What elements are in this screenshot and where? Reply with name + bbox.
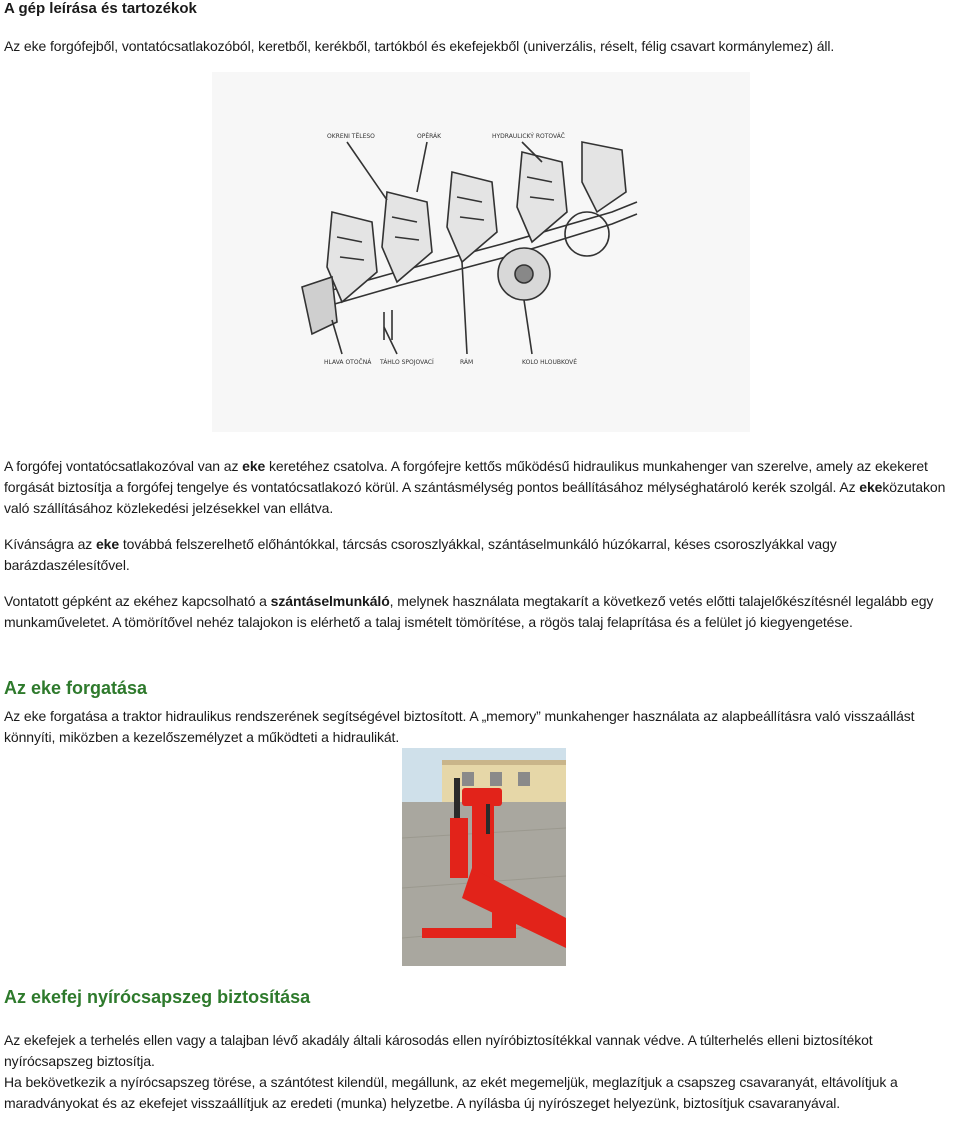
label-depth-wheel: KOLO HLOUBKOVÉ [522,359,578,366]
label-support: OPĚRÁK [417,133,442,140]
plow-body-3 [447,172,497,262]
text-run: Kívánságra az [4,536,96,552]
plow-photo-image [402,748,566,966]
plow-diagram-figure [212,72,750,432]
keyword-eke: eke [859,479,883,495]
heading-rotation: Az eke forgatása [4,678,148,698]
heading-shear-bolt: Az ekefej nyírócsapszeg biztosítása [4,987,311,1007]
description-paragraph-3 [4,591,956,633]
plow-photo [402,748,566,966]
keyword-eke: eke [96,536,120,552]
text-run: A forgófej vontatócsatlakozóval van az [4,458,243,474]
label-plow-body: OKRENI TËLESO [327,133,375,140]
rotation-paragraph: Az eke forgatása a traktor hidraulikus rendszerének segítségével biztosított. A „memory” munkahenger használata az alapbeállításra való visszaállást könnyíti, miközben a kezelőszemélyzet a működteti a hidraulikát. [4,708,915,745]
label-headstock: HLAVA OTOČNÁ [324,359,372,366]
text-run: , melynek használata megtakarít a következő vetés előtti talajelőkészítésnél legalább egy munkaműveletet. A tömörítővel nehéz talajokon is elérhető a talaj ismételt tömörítése, a rögös talaj felaprítása és a felület jó kiegyengetése. [4,593,934,630]
text-run: közutakon való szállításához közlekedési jelzésekkel van ellátva. [4,479,946,516]
text-run: keretéhez csatolva. A forgófejre kettős működésű hidraulikus munkahenger van szerelve, amely az ekekeret forgását biztosítja a forgófej tengelye és vontatócsatlakozó körül. A szántásmélység pontos beállításához mélységhatároló kerék szolgál. Az [4,458,928,495]
headstock [302,277,337,334]
text-run: továbbá felszerelhető előhántókkal, tárcsás csoroszlyákkal, szántáselmunkáló húzókarral, késes csoroszlyákkal vagy barázdaszélesítővel. [4,536,837,573]
text-run: Vontatott gépként az ekéhez kapcsolható a [4,593,271,609]
description-paragraph-2 [4,534,956,576]
keyword-eke: eke [242,458,266,474]
plow-diagram [212,72,750,432]
plow-body-1 [327,212,377,302]
plow-body-2 [382,192,432,282]
plow-body-5 [582,142,626,212]
plow-body-4 [517,152,567,242]
intro-paragraph: Az eke forgófejből, vontatócsatlakozóból, keretből, kerékből, tartókból és ekefejekből (univerzális, réselt, félig csavart kormánylemez) áll. [4,38,835,54]
shear-paragraph-2: Ha bekövetkezik a nyírócsapszeg törése, a szántótest kilendül, megállunk, az ekét megemeljük, meglazítjuk a csapszeg csavaranyát, eltávolítjuk a maradványokat és az ekefejet visszaállítjuk az eredeti (munka) helyzetbe. A nyílásba új nyírószeget helyezünk, biztosítjuk csavaranyával. [4,1074,898,1111]
label-frame: RÁM [460,359,474,366]
label-drawbar: TÁHLO SPOJOVACÍ [380,359,434,366]
shear-paragraph-1: Az ekefejek a terhelés ellen vagy a talajban lévő akadály általi károsodás ellen nyíróbiztosítékkal vannak védve. A túlterhelés elleni biztosítékot nyírócsapszeg biztosítja. [4,1032,873,1069]
label-hydraulic-rotator: HYDRAULICKÝ ROTOVÁČ [492,133,565,140]
section-title: A gép leírása és tartozékok [4,0,197,17]
description-paragraph-1 [4,456,956,519]
keyword-szantaselmunkalo: szántáselmunkáló [270,593,390,609]
